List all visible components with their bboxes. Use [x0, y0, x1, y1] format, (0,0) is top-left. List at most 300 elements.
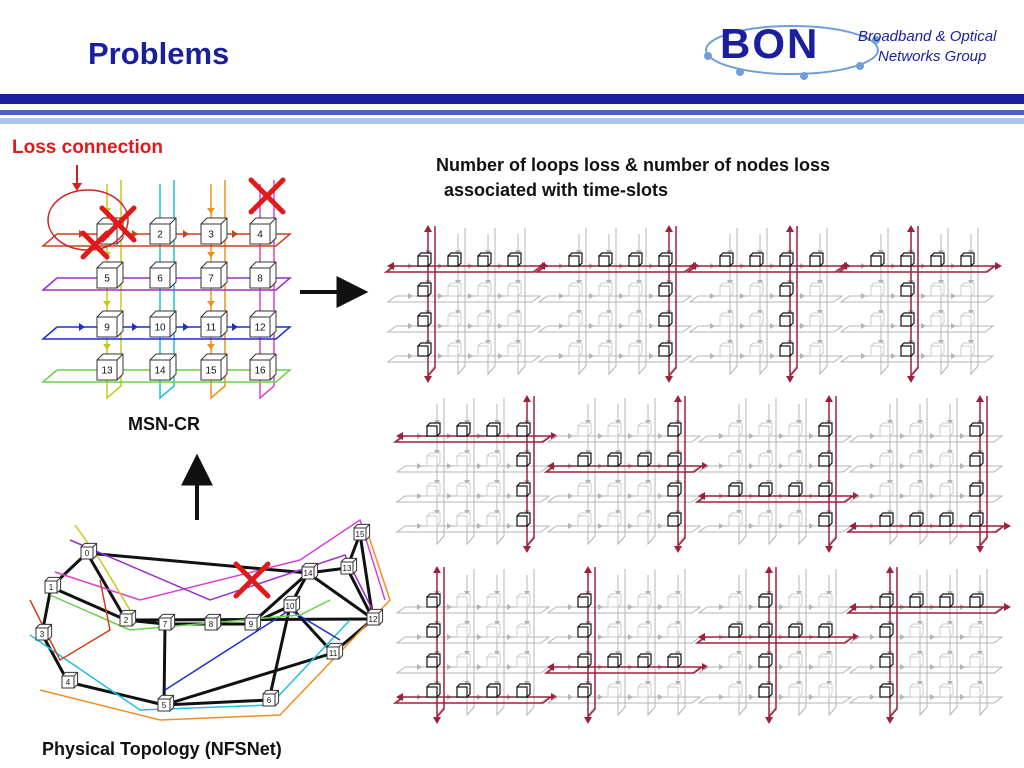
mini-node: [487, 654, 500, 667]
mini-node: [819, 684, 832, 697]
active-mini-node: [970, 513, 983, 526]
logo-mark: BON: [720, 20, 820, 67]
ring-arrow: [103, 301, 111, 307]
active-mini-node: [668, 423, 681, 436]
mini-node: [448, 313, 461, 326]
active-mini-node: [629, 253, 642, 266]
mini-node: [970, 684, 983, 697]
mini-node: [729, 423, 742, 436]
active-mini-node: [759, 624, 772, 637]
node-label: 2: [123, 615, 129, 625]
mini-node: [457, 513, 470, 526]
node-label: 5: [161, 700, 167, 710]
mini-node: [478, 343, 491, 356]
active-mini-node: [961, 253, 974, 266]
active-mini-node: [427, 624, 440, 637]
mini-node: [871, 283, 884, 296]
active-mini-node: [659, 343, 672, 356]
active-mini-node: [517, 483, 530, 496]
time-slot-grid: [537, 225, 700, 383]
mini-node: [729, 684, 742, 697]
lightpath: [55, 520, 385, 600]
msn-node: [150, 218, 176, 244]
active-mini-node: [780, 313, 793, 326]
mini-node: [427, 513, 440, 526]
mini-node: [578, 513, 591, 526]
active-mini-node: [487, 423, 500, 436]
nfsnet-node: [45, 577, 61, 593]
msn-caption: MSN-CR: [128, 414, 200, 434]
mini-node: [629, 343, 642, 356]
time-slot-grid: [848, 395, 1011, 553]
active-mini-node: [517, 513, 530, 526]
mini-node: [970, 624, 983, 637]
active-mini-node: [759, 594, 772, 607]
nfsnet-node: [263, 690, 279, 706]
active-mini-node: [448, 253, 461, 266]
active-mini-node: [880, 684, 893, 697]
node-label: 12: [254, 322, 266, 334]
mini-node: [668, 594, 681, 607]
node-label: 7: [162, 619, 168, 629]
active-mini-node: [780, 253, 793, 266]
node-label: 16: [254, 365, 266, 377]
active-mini-node: [780, 343, 793, 356]
mini-node: [819, 594, 832, 607]
mini-node: [508, 313, 521, 326]
ring-arrow: [207, 252, 215, 258]
node-label: 5: [104, 273, 110, 285]
active-mini-node: [418, 313, 431, 326]
active-mini-node: [668, 513, 681, 526]
ring-arrow: [207, 344, 215, 350]
msn-node: [250, 262, 276, 288]
mini-node: [569, 283, 582, 296]
mini-node: [750, 283, 763, 296]
time-slot-grids: [386, 225, 1011, 724]
ring-arrow: [132, 323, 138, 331]
mini-node: [810, 343, 823, 356]
mini-node: [629, 283, 642, 296]
active-mini-node: [638, 654, 651, 667]
mini-node: [448, 343, 461, 356]
msn-cr-diagram: [43, 165, 290, 398]
ring-arrow: [183, 323, 189, 331]
nfsnet-node: [341, 558, 357, 574]
mini-node: [940, 624, 953, 637]
ring-arrow: [232, 230, 238, 238]
mini-node: [789, 654, 802, 667]
nfsnet-node: [354, 524, 370, 540]
failure-x-icon: [251, 180, 283, 212]
active-mini-node: [418, 253, 431, 266]
mini-node: [517, 594, 530, 607]
nfsnet-node: [284, 596, 300, 612]
active-mini-node: [940, 513, 953, 526]
mini-node: [970, 654, 983, 667]
node-label: 2: [157, 229, 163, 241]
mini-node: [517, 624, 530, 637]
node-label: 14: [154, 365, 166, 377]
time-slot-grid: [546, 566, 709, 724]
logo-text-line2: Networks Group: [878, 48, 987, 65]
mini-node: [427, 453, 440, 466]
mini-node: [569, 313, 582, 326]
mini-node: [487, 483, 500, 496]
ring-arrow: [103, 344, 111, 350]
node-label: 1: [48, 582, 54, 592]
mini-node: [750, 343, 763, 356]
mini-node: [910, 453, 923, 466]
mini-node: [759, 513, 772, 526]
mini-node: [487, 513, 500, 526]
mini-node: [910, 423, 923, 436]
active-mini-node: [880, 513, 893, 526]
active-mini-node: [659, 283, 672, 296]
node-label: 4: [257, 229, 263, 241]
mini-node: [638, 594, 651, 607]
mini-node: [457, 483, 470, 496]
mini-node: [910, 654, 923, 667]
active-mini-node: [729, 624, 742, 637]
mini-node: [517, 654, 530, 667]
mini-node: [638, 684, 651, 697]
ring-arrow: [183, 230, 189, 238]
active-mini-node: [819, 483, 832, 496]
node-label: 15: [205, 365, 217, 377]
nfsnet-topology: [30, 520, 390, 720]
mini-node: [880, 483, 893, 496]
active-mini-node: [789, 483, 802, 496]
active-mini-node: [880, 654, 893, 667]
node-label: 3: [39, 629, 45, 639]
mini-node: [940, 654, 953, 667]
mini-node: [789, 423, 802, 436]
ring-arrow: [207, 208, 215, 214]
active-mini-node: [608, 654, 621, 667]
time-slot-grid: [386, 225, 549, 383]
active-mini-node: [910, 513, 923, 526]
active-mini-node: [970, 594, 983, 607]
description-line-1: Number of loops loss & number of nodes loss: [436, 155, 831, 175]
mini-node: [789, 453, 802, 466]
mini-node: [508, 283, 521, 296]
node-label: 12: [368, 614, 378, 624]
active-mini-node: [638, 453, 651, 466]
mini-node: [478, 283, 491, 296]
nfsnet-node: [120, 610, 136, 626]
msn-node: [97, 311, 123, 337]
active-mini-node: [427, 594, 440, 607]
msn-node: [201, 311, 227, 337]
mini-node: [720, 313, 733, 326]
mini-node: [940, 483, 953, 496]
active-mini-node: [517, 684, 530, 697]
mini-node: [629, 313, 642, 326]
active-mini-node: [759, 654, 772, 667]
active-mini-node: [819, 453, 832, 466]
active-mini-node: [970, 423, 983, 436]
msn-node: [250, 311, 276, 337]
active-mini-node: [901, 283, 914, 296]
node-label: 8: [208, 619, 214, 629]
mini-node: [457, 453, 470, 466]
fiber-link: [164, 624, 165, 705]
mini-node: [668, 684, 681, 697]
mini-node: [578, 483, 591, 496]
mini-node: [940, 453, 953, 466]
time-slot-grid: [848, 566, 1011, 724]
msn-node: [201, 262, 227, 288]
mini-node: [599, 343, 612, 356]
mini-node: [961, 283, 974, 296]
ring-arrow: [79, 323, 85, 331]
mini-node: [810, 283, 823, 296]
active-mini-node: [517, 423, 530, 436]
active-mini-node: [487, 684, 500, 697]
active-mini-node: [759, 684, 772, 697]
active-mini-node: [427, 654, 440, 667]
lightpath: [70, 540, 380, 625]
ring-arrow: [207, 301, 215, 307]
mini-node: [789, 513, 802, 526]
active-mini-node: [427, 423, 440, 436]
active-mini-node: [901, 253, 914, 266]
mini-node: [638, 423, 651, 436]
node-label: 0: [84, 548, 90, 558]
mini-node: [759, 453, 772, 466]
mini-node: [668, 624, 681, 637]
mini-node: [789, 684, 802, 697]
node-label: 6: [157, 273, 163, 285]
time-slot-grid: [839, 225, 1002, 383]
active-mini-node: [720, 253, 733, 266]
node-label: 8: [257, 273, 263, 285]
mini-node: [940, 684, 953, 697]
nfsnet-node: [205, 614, 221, 630]
mini-node: [729, 453, 742, 466]
active-mini-node: [418, 283, 431, 296]
nfsnet-node: [159, 614, 175, 630]
failure-x-icon: [83, 233, 107, 257]
time-slot-grid: [395, 566, 558, 724]
time-slot-grid: [697, 395, 860, 553]
mini-node: [931, 283, 944, 296]
msn-node: [150, 354, 176, 380]
lightpath: [75, 525, 130, 610]
active-mini-node: [578, 453, 591, 466]
active-mini-node: [418, 343, 431, 356]
active-mini-node: [819, 624, 832, 637]
mini-node: [427, 483, 440, 496]
active-mini-node: [578, 594, 591, 607]
active-mini-node: [931, 253, 944, 266]
node-label: 14: [303, 568, 313, 578]
active-mini-node: [819, 423, 832, 436]
active-mini-node: [578, 684, 591, 697]
active-mini-node: [729, 483, 742, 496]
mini-node: [871, 343, 884, 356]
mini-node: [457, 594, 470, 607]
node-label: 9: [248, 619, 254, 629]
active-mini-node: [901, 343, 914, 356]
mini-node: [880, 453, 893, 466]
active-mini-node: [880, 624, 893, 637]
active-mini-node: [427, 684, 440, 697]
mini-node: [448, 283, 461, 296]
active-mini-node: [457, 684, 470, 697]
mini-node: [810, 313, 823, 326]
mini-node: [487, 594, 500, 607]
active-mini-node: [780, 283, 793, 296]
active-mini-node: [478, 253, 491, 266]
active-mini-node: [569, 253, 582, 266]
fiber-link: [308, 573, 373, 619]
node-label: 10: [154, 322, 166, 334]
node-label: 15: [355, 529, 365, 539]
mini-node: [931, 313, 944, 326]
ring-arrow: [232, 323, 238, 331]
node-label: 13: [101, 365, 113, 377]
mini-node: [638, 513, 651, 526]
mini-node: [910, 684, 923, 697]
msn-node: [97, 354, 123, 380]
active-mini-node: [750, 253, 763, 266]
mini-node: [759, 423, 772, 436]
mini-node: [720, 343, 733, 356]
msn-node: [150, 311, 176, 337]
active-mini-node: [819, 513, 832, 526]
nfsnet-node: [367, 609, 383, 625]
mini-node: [729, 654, 742, 667]
mini-node: [910, 483, 923, 496]
active-mini-node: [789, 624, 802, 637]
mini-node: [599, 313, 612, 326]
active-mini-node: [668, 453, 681, 466]
loss-connection-label: Loss connection: [12, 137, 163, 158]
active-mini-node: [659, 313, 672, 326]
mini-node: [599, 283, 612, 296]
active-mini-node: [457, 423, 470, 436]
node-label: 7: [208, 273, 214, 285]
slide-title: Problems: [88, 36, 230, 71]
nfsnet-node: [302, 563, 318, 579]
active-mini-node: [608, 453, 621, 466]
active-mini-node: [659, 253, 672, 266]
msn-node: [150, 262, 176, 288]
mini-node: [608, 684, 621, 697]
msn-node: [250, 354, 276, 380]
active-mini-node: [759, 483, 772, 496]
active-mini-node: [910, 594, 923, 607]
active-mini-node: [668, 483, 681, 496]
mini-node: [457, 624, 470, 637]
msn-node: [250, 218, 276, 244]
active-mini-node: [810, 253, 823, 266]
active-mini-node: [578, 624, 591, 637]
mini-node: [569, 343, 582, 356]
active-mini-node: [880, 594, 893, 607]
active-mini-node: [517, 453, 530, 466]
active-mini-node: [871, 253, 884, 266]
node-label: 11: [328, 648, 338, 658]
mini-node: [608, 594, 621, 607]
time-slot-grid: [395, 395, 558, 553]
mini-node: [478, 313, 491, 326]
mini-node: [910, 624, 923, 637]
time-slot-grid: [688, 225, 851, 383]
mini-node: [638, 483, 651, 496]
mini-node: [750, 313, 763, 326]
mini-node: [961, 313, 974, 326]
node-label: 13: [342, 563, 352, 573]
mini-node: [487, 453, 500, 466]
active-mini-node: [599, 253, 612, 266]
mini-node: [578, 423, 591, 436]
lightpath: [30, 580, 110, 660]
logo-text-line1: Broadband & Optical: [858, 28, 997, 45]
mini-node: [608, 624, 621, 637]
mini-node: [508, 343, 521, 356]
node-label: 9: [104, 322, 110, 334]
nfsnet-node: [81, 543, 97, 559]
active-mini-node: [901, 313, 914, 326]
mini-node: [871, 313, 884, 326]
mini-node: [487, 624, 500, 637]
mini-node: [940, 423, 953, 436]
active-mini-node: [970, 483, 983, 496]
active-mini-node: [940, 594, 953, 607]
active-mini-node: [578, 654, 591, 667]
mini-node: [457, 654, 470, 667]
fiber-link: [87, 553, 308, 573]
mini-node: [880, 423, 893, 436]
node-label: 4: [65, 677, 71, 687]
node-label: 3: [208, 229, 214, 241]
mini-node: [789, 594, 802, 607]
active-mini-node: [508, 253, 521, 266]
nfsnet-node: [245, 614, 261, 630]
mini-node: [729, 594, 742, 607]
mini-node: [608, 423, 621, 436]
node-label: 10: [285, 601, 295, 611]
nfsnet-node: [62, 672, 78, 688]
mini-node: [608, 483, 621, 496]
physical-topology-caption: Physical Topology (NFSNet): [42, 739, 282, 759]
mini-node: [931, 343, 944, 356]
time-slot-grid: [546, 395, 709, 553]
node-label: 11: [205, 322, 217, 334]
time-slot-grid: [697, 566, 860, 724]
active-mini-node: [970, 453, 983, 466]
fiber-link: [164, 653, 333, 705]
node-label: 6: [266, 695, 272, 705]
msn-node: [201, 218, 227, 244]
mini-node: [819, 654, 832, 667]
msn-node: [201, 354, 227, 380]
active-mini-node: [668, 654, 681, 667]
mini-node: [729, 513, 742, 526]
nfsnet-node: [158, 695, 174, 711]
mini-node: [638, 624, 651, 637]
msn-node: [97, 262, 123, 288]
description-line-2: associated with time-slots: [444, 180, 669, 200]
mini-node: [720, 283, 733, 296]
nfsnet-node: [36, 624, 52, 640]
mini-node: [608, 513, 621, 526]
mini-node: [961, 343, 974, 356]
nfsnet-node: [327, 643, 343, 659]
